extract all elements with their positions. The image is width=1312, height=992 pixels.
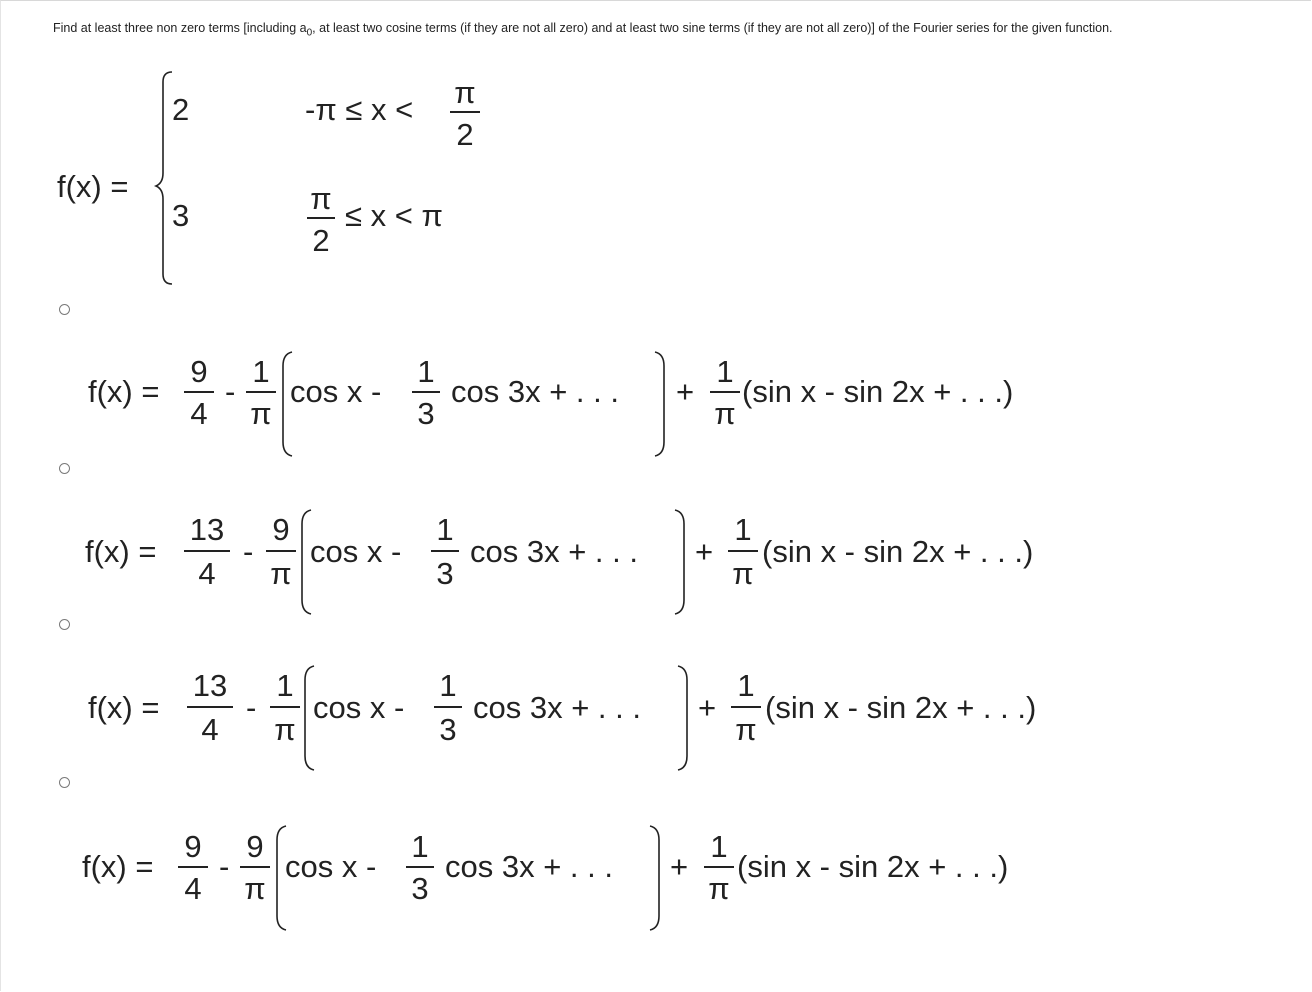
third-numerator: 1 [411,829,429,864]
coef-denominator: π [244,871,266,906]
coef-denominator: π [274,712,296,747]
case2-condition: ≤ x < π [345,198,443,233]
third-denominator: 3 [417,396,435,431]
fraction-bar [184,391,214,393]
sin-coef-numerator: 1 [716,354,734,389]
option-2-radio[interactable] [59,463,70,474]
fraction-bar [434,706,462,708]
right-bracket [673,664,693,774]
coef-numerator: 1 [276,668,294,703]
cos-x-term: cos x - [285,849,377,884]
right-bracket [645,824,665,934]
third-numerator: 1 [417,354,435,389]
sin-coef-denominator: π [714,396,736,431]
fraction-bar [266,550,296,552]
coef-denominator: π [270,556,292,591]
sin-coef-denominator: π [708,871,730,906]
cos-3x-term: cos 3x + . . . [451,374,619,409]
fraction-bar [728,550,758,552]
case1-value: 2 [172,92,190,127]
option-lhs: f(x) = [85,534,157,569]
fraction-bar [307,217,335,219]
coef-numerator: 9 [246,829,264,864]
fraction-bar [710,391,740,393]
sin-coef-denominator: π [732,556,754,591]
plus-sign: + [698,690,717,725]
option-3-radio[interactable] [59,619,70,630]
fraction-bar [270,706,300,708]
case1-cond-denominator: 2 [456,117,474,152]
third-denominator: 3 [439,712,457,747]
plus-sign: + [670,849,689,884]
case2-cond-numerator: π [310,181,332,216]
a0-denominator: 4 [198,556,216,591]
sin-coef-numerator: 1 [710,829,728,864]
cos-x-term: cos x - [290,374,382,409]
minus-sign: - [225,374,236,409]
a0-numerator: 13 [192,668,228,703]
fraction-bar [246,391,276,393]
right-bracket [670,508,690,618]
sin-coef-numerator: 1 [737,668,755,703]
a0-denominator: 4 [190,396,208,431]
minus-sign: - [219,849,230,884]
a0-numerator: 13 [189,512,225,547]
right-bracket [650,350,670,460]
question-text-start: Find at least three non zero terms [including a [53,21,307,35]
sin-series: (sin x - sin 2x + . . .) [742,374,1014,409]
fraction-bar [240,866,270,868]
case1-condition: -π ≤ x < [305,92,414,127]
a0-denominator: 4 [184,871,202,906]
sin-series: (sin x - sin 2x + . . .) [762,534,1034,569]
third-denominator: 3 [411,871,429,906]
sin-coef-denominator: π [735,712,757,747]
a0-numerator: 9 [184,829,202,864]
third-numerator: 1 [439,668,457,703]
question-subscript: 0 [306,27,313,39]
sin-series: (sin x - sin 2x + . . .) [765,690,1037,725]
cos-3x-term: cos 3x + . . . [473,690,641,725]
third-denominator: 3 [436,556,454,591]
fraction-bar [450,111,480,113]
option-lhs: f(x) = [88,374,160,409]
fraction-bar [406,866,434,868]
sin-series: (sin x - sin 2x + . . .) [737,849,1009,884]
minus-sign: - [246,690,257,725]
coef-denominator: π [250,396,272,431]
minus-sign: - [243,534,254,569]
plus-sign: + [676,374,695,409]
case1-cond-numerator: π [454,75,476,110]
fraction-bar [412,391,440,393]
fraction-bar [731,706,761,708]
fraction-bar [178,866,208,868]
cos-x-term: cos x - [310,534,402,569]
a0-numerator: 9 [190,354,208,389]
fraction-bar [187,706,233,708]
case2-value: 3 [172,198,190,233]
cos-3x-term: cos 3x + . . . [445,849,613,884]
option-4-radio[interactable] [59,777,70,788]
question-text [53,21,1113,39]
coef-numerator: 1 [252,354,270,389]
a0-denominator: 4 [201,712,219,747]
fraction-bar [704,866,734,868]
option-1-radio[interactable] [59,304,70,315]
case2-cond-denominator: 2 [312,223,330,258]
coef-numerator: 9 [272,512,290,547]
cos-x-term: cos x - [313,690,405,725]
sin-coef-numerator: 1 [734,512,752,547]
function-lhs: f(x) = [57,169,129,204]
fraction-bar [184,550,230,552]
option-lhs: f(x) = [88,690,160,725]
third-numerator: 1 [436,512,454,547]
question-text-end: , at least two cosine terms (if they are not all zero) and at least two sine terms (if they are not all zero)] of the Fourier series for the given function. [312,21,1113,35]
option-lhs: f(x) = [82,849,154,884]
cos-3x-term: cos 3x + . . . [470,534,638,569]
fraction-bar [431,550,459,552]
plus-sign: + [695,534,714,569]
